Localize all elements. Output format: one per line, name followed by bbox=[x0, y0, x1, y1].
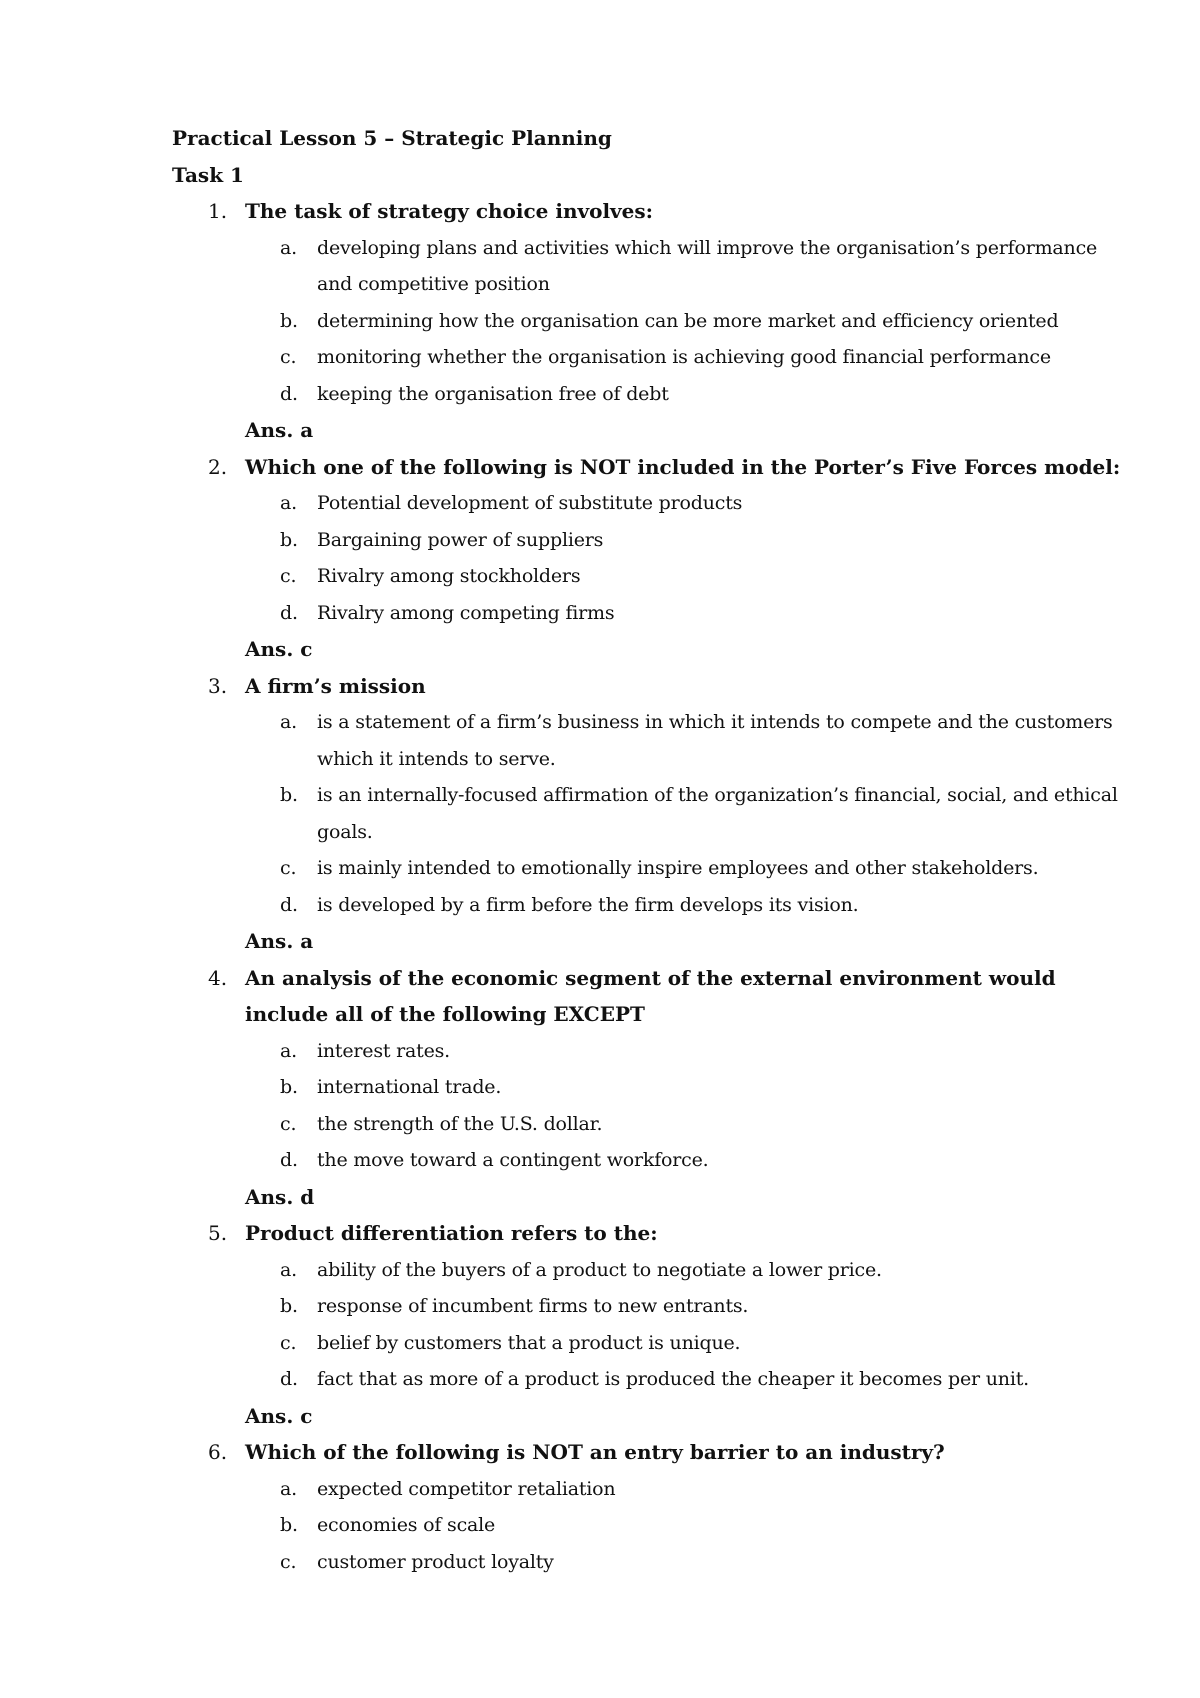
option-text: the move toward a contingent workforce. bbox=[317, 1149, 709, 1171]
option-item bbox=[172, 1471, 1122, 1508]
question-number: 2. bbox=[208, 454, 228, 479]
option-text: developing plans and activities which will improve the organisation’s performance and competitive position bbox=[317, 236, 1098, 295]
question-number: 6. bbox=[208, 1440, 228, 1464]
option-item bbox=[172, 1106, 1122, 1143]
question-list bbox=[172, 193, 1122, 1580]
option-item bbox=[172, 1142, 1122, 1179]
option-item bbox=[172, 1544, 1122, 1581]
question-number: 5. bbox=[208, 1221, 228, 1245]
option-text: is developed by a firm before the firm develops its vision. bbox=[317, 893, 859, 916]
option-text: customer product loyalty bbox=[317, 1550, 554, 1573]
option-item bbox=[172, 1252, 1122, 1289]
option-text: fact that as more of a product is produced the cheaper it becomes per unit. bbox=[317, 1368, 1029, 1390]
question-text bbox=[172, 193, 1122, 230]
document-page bbox=[172, 120, 1122, 1580]
question-label: An analysis of the economic segment of the external environment would include all of the following EXCEPT bbox=[245, 965, 1056, 1026]
option-text: response of incumbent firms to new entrants. bbox=[317, 1295, 749, 1317]
option-text: monitoring whether the organisation is achieving good financial performance bbox=[317, 346, 1051, 368]
option-text: determining how the organisation can be more market and efficiency oriented bbox=[317, 309, 1059, 332]
option-letter: a. bbox=[280, 711, 297, 733]
option-letter: a. bbox=[280, 236, 297, 259]
option-list bbox=[172, 485, 1122, 631]
option-letter: d. bbox=[280, 382, 298, 405]
option-text: Rivalry among competing firms bbox=[317, 601, 615, 624]
option-letter: c. bbox=[280, 1112, 297, 1135]
option-letter: b. bbox=[280, 1514, 298, 1536]
option-letter: b. bbox=[280, 309, 298, 332]
option-letter: a. bbox=[280, 1258, 297, 1281]
option-letter: c. bbox=[280, 1550, 297, 1573]
option-list bbox=[172, 230, 1122, 413]
question-text bbox=[172, 449, 1122, 486]
question-label: Product differentiation refers to the: bbox=[245, 1221, 658, 1245]
answer-line: Ans. a bbox=[245, 418, 314, 442]
question-block-5 bbox=[172, 1215, 1122, 1434]
option-item bbox=[172, 777, 1122, 850]
option-text: Bargaining power of suppliers bbox=[317, 528, 604, 551]
option-text: interest rates. bbox=[317, 1039, 451, 1062]
option-item bbox=[172, 558, 1122, 595]
option-text: belief by customers that a product is unique. bbox=[317, 1331, 741, 1354]
option-item bbox=[172, 1288, 1122, 1325]
page-title: Practical Lesson 5 – Strategic Planning bbox=[172, 126, 612, 150]
option-item bbox=[172, 595, 1122, 632]
option-item bbox=[172, 1069, 1122, 1106]
option-letter: a. bbox=[280, 1477, 297, 1500]
option-text: expected competitor retaliation bbox=[317, 1477, 616, 1500]
option-item bbox=[172, 887, 1122, 924]
option-letter: d. bbox=[280, 893, 298, 916]
option-list bbox=[172, 1252, 1122, 1398]
question-block-1 bbox=[172, 193, 1122, 449]
answer-line: Ans. c bbox=[245, 1403, 313, 1428]
option-letter: c. bbox=[280, 1331, 297, 1354]
option-text: Potential development of substitute products bbox=[317, 492, 743, 514]
option-letter: d. bbox=[280, 601, 298, 624]
question-block-4 bbox=[172, 960, 1122, 1216]
answer-line: Ans. d bbox=[245, 1184, 315, 1209]
option-letter: b. bbox=[280, 1295, 298, 1317]
option-letter: b. bbox=[280, 528, 298, 551]
option-item bbox=[172, 1507, 1122, 1544]
option-letter: b. bbox=[280, 784, 298, 806]
question-number: 1. bbox=[208, 199, 228, 223]
option-text: is an internally-focused affirmation of the organization’s financial, social, and ethical goals. bbox=[317, 784, 1118, 843]
option-item bbox=[172, 230, 1122, 303]
option-letter: c. bbox=[280, 565, 297, 587]
option-text: keeping the organisation free of debt bbox=[317, 382, 669, 405]
option-letter: b. bbox=[280, 1076, 298, 1098]
option-item bbox=[172, 850, 1122, 887]
option-letter: d. bbox=[280, 1368, 298, 1390]
option-item bbox=[172, 1325, 1122, 1362]
option-item bbox=[172, 485, 1122, 522]
option-text: the strength of the U.S. dollar. bbox=[317, 1112, 603, 1135]
option-item bbox=[172, 1361, 1122, 1398]
option-text: is a statement of a firm’s business in which it intends to compete and the customers which it intends to serve. bbox=[317, 711, 1113, 770]
answer-line: Ans. a bbox=[245, 929, 314, 953]
option-list bbox=[172, 1033, 1122, 1179]
question-label: A firm’s mission bbox=[245, 673, 426, 698]
option-letter: c. bbox=[280, 346, 297, 368]
option-letter: c. bbox=[280, 857, 297, 879]
option-item bbox=[172, 376, 1122, 413]
option-item bbox=[172, 303, 1122, 340]
question-text bbox=[172, 1434, 1122, 1471]
option-letter: a. bbox=[280, 1039, 297, 1062]
option-item bbox=[172, 1033, 1122, 1070]
task-heading: Task 1 bbox=[172, 162, 244, 187]
question-label: Which one of the following is NOT included in the Porter’s Five Forces model: bbox=[245, 454, 1121, 479]
option-item bbox=[172, 339, 1122, 376]
question-number: 4. bbox=[208, 965, 228, 990]
option-text: Rivalry among stockholders bbox=[317, 565, 581, 587]
option-letter: a. bbox=[280, 492, 297, 514]
option-list bbox=[172, 1471, 1122, 1581]
option-item bbox=[172, 522, 1122, 559]
option-text: economies of scale bbox=[317, 1514, 496, 1536]
question-text bbox=[172, 668, 1122, 705]
question-number: 3. bbox=[208, 673, 228, 698]
question-block-2 bbox=[172, 449, 1122, 668]
question-block-3 bbox=[172, 668, 1122, 960]
question-label: Which of the following is NOT an entry barrier to an industry? bbox=[245, 1440, 945, 1464]
option-text: ability of the buyers of a product to negotiate a lower price. bbox=[317, 1258, 882, 1281]
question-block-6 bbox=[172, 1434, 1122, 1580]
option-letter: d. bbox=[280, 1149, 298, 1171]
option-list bbox=[172, 704, 1122, 923]
question-label: The task of strategy choice involves: bbox=[245, 199, 654, 223]
question-text bbox=[172, 960, 1122, 1033]
answer-line: Ans. c bbox=[245, 637, 313, 661]
option-item bbox=[172, 704, 1122, 777]
question-text bbox=[172, 1215, 1122, 1252]
option-text: international trade. bbox=[317, 1076, 502, 1098]
option-text: is mainly intended to emotionally inspire employees and other stakeholders. bbox=[317, 857, 1039, 879]
